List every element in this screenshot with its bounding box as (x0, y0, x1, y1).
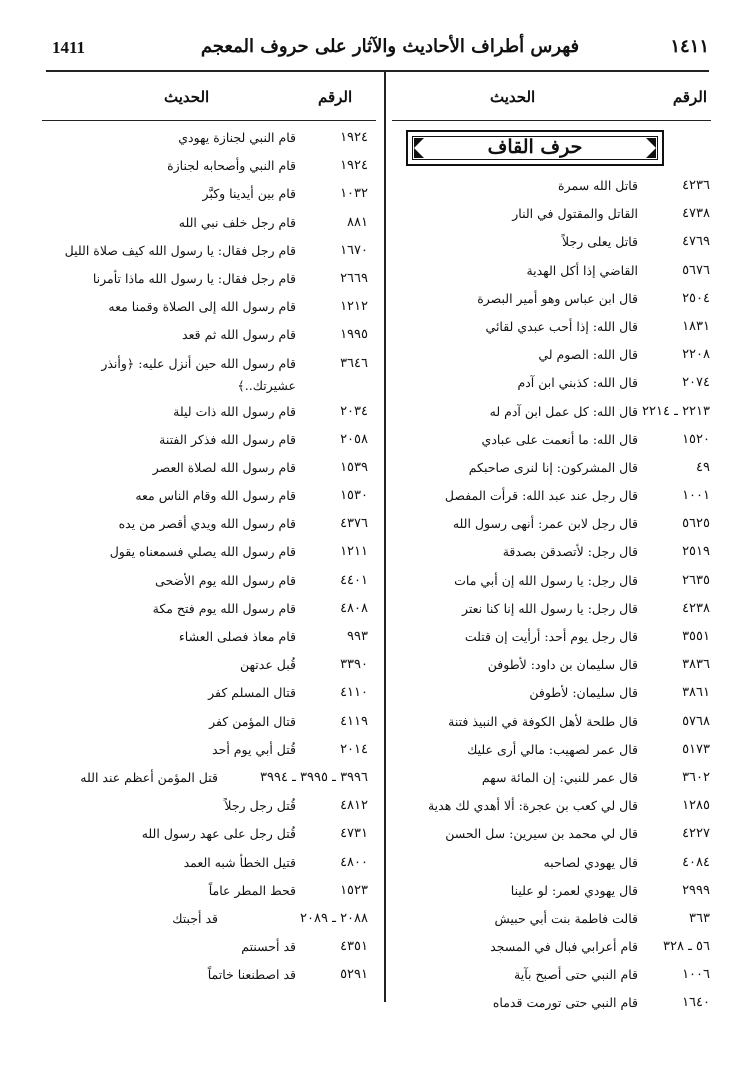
index-entry (394, 510, 710, 538)
hadith-number: ٤٧٣٨ (682, 206, 710, 222)
hadith-number: ٤١١٩ (340, 713, 368, 729)
hadith-text: قد اصطنعنا خاتماً (207, 967, 296, 983)
hadith-number: ٥١٧٣ (682, 741, 710, 757)
hadith-number: ٢٦٦٩ (340, 270, 368, 286)
index-entry (42, 961, 368, 989)
hadith-number: ٢٠٨٨ ـ ٢٠٨٩ (300, 910, 368, 926)
index-entry (42, 764, 368, 792)
hadith-number: ١٢٨٥ (682, 798, 710, 814)
hadith-number: ٣٦٣ (689, 910, 710, 926)
index-entry (394, 905, 710, 933)
left-number-heading: الرقم (318, 88, 353, 106)
hadith-text: قال عمر للنبي: إن المائة سهم (481, 769, 638, 785)
index-entry (394, 482, 710, 510)
index-entry (394, 200, 710, 228)
hadith-text: قام النبي لجنازة يهودي (178, 130, 296, 145)
hadith-number: ٤٣٥١ (340, 939, 368, 955)
hadith-text: قال رجل: يا رسول الله إنا كنا نعتر (461, 600, 638, 616)
hadith-text: قال المشركون: إنا لنرى صاحبكم (468, 459, 638, 475)
index-entry (394, 933, 710, 961)
hadith-text: قُتل رجل رجلاً (224, 798, 296, 814)
index-entry (394, 595, 710, 623)
hadith-text: قُبل عدتهن (240, 657, 296, 673)
hadith-number: ٢٢٠٨ (682, 347, 710, 363)
hadith-text: قام رسول الله وقام الناس معه (135, 488, 296, 504)
hadith-text: قام رسول الله حين أنزل عليه: ﴿وأنذر عشيرتك..﴾ (101, 355, 296, 393)
index-entry (42, 293, 368, 321)
section-title: حرف القاف (487, 136, 583, 158)
right-column-list (394, 172, 710, 1018)
hadith-number: ١٦٧٠ (340, 242, 368, 258)
index-entry (42, 595, 368, 623)
hadith-text: قام رسول الله ويدي أقصر من يده (118, 516, 296, 532)
hadith-number: ٥٧٦٨ (682, 713, 710, 729)
index-entry (394, 426, 710, 454)
index-entry (394, 538, 710, 566)
hadith-number: ٥٢٩١ (340, 967, 368, 983)
hadith-number: ١٠٠٦ (682, 967, 710, 983)
hadith-text: قال الله: كذبني ابن آدم (517, 375, 638, 391)
page-header-title: فهرس أطراف الأحاديث والآثار على حروف المعجم (200, 36, 580, 57)
hadith-number: ٢٥٠٤ (682, 290, 710, 306)
hadith-number: ١٥٣٩ (340, 459, 368, 475)
index-entry (394, 651, 710, 679)
column-divider (384, 72, 386, 1002)
right-heading-rule (392, 120, 711, 121)
index-entry (394, 228, 710, 256)
hadith-text: قال لي محمد بن سيرين: سل الحسن (445, 826, 638, 842)
hadith-text: قام رسول الله يصلي فسمعناه يقول (109, 544, 296, 560)
hadith-text: قام بين أيدينا وكبَّر (202, 186, 296, 202)
hadith-text: قال رجل لابن عمر: أنهى رسول الله (452, 516, 638, 532)
hadith-text: قالت فاطمة بنت أبي حبيش (494, 910, 638, 926)
hadith-text: قُتل أبي يوم أحد (212, 741, 296, 757)
hadith-number: ١٩٩٥ (340, 327, 368, 343)
hadith-text: القاتل والمقتول في النار (512, 206, 638, 222)
hadith-number: ١٠٣٢ (340, 186, 368, 202)
hadith-text: قام رسول الله ذات ليلة (173, 403, 296, 419)
hadith-number: ٣٩٩٦ ـ ٣٩٩٥ ـ ٣٩٩٤ (260, 769, 368, 785)
left-column-list (42, 124, 368, 989)
index-entry (42, 180, 368, 208)
index-entry (394, 341, 710, 369)
index-entry (42, 849, 368, 877)
index-entry (42, 679, 368, 707)
index-entry (42, 482, 368, 510)
index-entry (42, 209, 368, 237)
hadith-number: ٢٠٣٤ (340, 403, 368, 419)
hadith-number: ٣٣٩٠ (340, 657, 368, 673)
section-title-box (406, 130, 664, 166)
index-entry (42, 398, 368, 426)
hadith-number: ٥٦ ـ ٣٢٨ (663, 939, 710, 955)
index-entry (42, 510, 368, 538)
index-entry (394, 172, 710, 200)
hadith-number: ٣٦٠٢ (682, 769, 710, 785)
hadith-text: قاتل يعلى رجلاً (562, 234, 638, 250)
hadith-number: ١٥٣٠ (340, 488, 368, 504)
hadith-text: القاضي إذا أكل الهدية (526, 262, 638, 278)
hadith-number: ٤٩ (696, 459, 710, 475)
hadith-number: ١٩٢٤ (340, 158, 368, 174)
index-entry (42, 265, 368, 293)
index-entry (394, 398, 710, 426)
index-entry (42, 820, 368, 848)
hadith-number: ٤٠٨٤ (682, 854, 710, 870)
hadith-number: ٣٦٤٦ (340, 355, 368, 371)
hadith-number: ٤٣٧٦ (340, 516, 368, 532)
right-number-heading: الرقم (672, 88, 707, 106)
hadith-text: قال ابن عباس وهو أمير البصرة (477, 290, 638, 306)
hadith-number: ٤٨٠٠ (340, 854, 368, 870)
hadith-text: قال طلحة لأهل الكوفة في النبيذ فتنة (448, 713, 638, 729)
hadith-number: ١٨٣١ (682, 318, 710, 334)
hadith-text: قال لي كعب بن عجرة: ألا أهدي لك هدية (427, 798, 638, 814)
hadith-number: ٨٨١ (347, 214, 368, 230)
index-entry (394, 567, 710, 595)
index-entry (42, 877, 368, 905)
hadith-text: قال يهودي لصاحبه (543, 854, 638, 870)
index-entry (42, 426, 368, 454)
hadith-number: ٩٩٣ (347, 629, 368, 644)
hadith-text: قال رجل يوم أحد: أرأيت إن قتلت (464, 629, 638, 644)
index-entry (42, 708, 368, 736)
index-entry (394, 961, 710, 989)
hadith-text: قال سليمان بن داود: لأطوفن (487, 657, 638, 673)
hadith-number: ١٥٢٠ (682, 431, 710, 447)
header-rule (46, 70, 709, 72)
hadith-text: قام رسول الله ثم قعد (182, 327, 296, 343)
page-number-latin: 1411 (52, 38, 86, 57)
hadith-number: ١٢١٢ (340, 299, 368, 315)
index-entry (394, 257, 710, 285)
hadith-text: قال سليمان: لأطوفن (529, 685, 638, 701)
hadith-text: قال الله: ما أنعمت على عبادي (481, 431, 638, 447)
hadith-number: ٥٦٢٥ (682, 516, 710, 532)
hadith-number: ٢٩٩٩ (682, 882, 710, 898)
hadith-number: ٢٥١٩ (682, 544, 710, 560)
hadith-number: ٣٥٥١ (682, 629, 710, 644)
hadith-number: ٤٧٦٩ (682, 234, 710, 250)
hadith-number: ١٦٤٠ (682, 995, 710, 1011)
index-entry (42, 905, 368, 933)
hadith-number: ٣٨٣٦ (682, 657, 710, 673)
hadith-text: قال عمر لصهيب: مالي أرى عليك (467, 741, 638, 757)
index-entry (394, 764, 710, 792)
hadith-text: قاتل الله سمرة (558, 178, 638, 193)
index-entry (42, 792, 368, 820)
hadith-number: ٤٨٠٨ (340, 600, 368, 616)
index-entry (42, 454, 368, 482)
hadith-text: قام رجل فقال: يا رسول الله كيف صلاة الليل (64, 242, 296, 258)
hadith-number: ٣٨٦١ (682, 685, 710, 701)
hadith-number: ٤٢٢٧ (682, 826, 710, 842)
hadith-text: قام معاذ فصلى العشاء (178, 629, 296, 644)
hadith-text: قال رجل عند عبد الله: قرأت المفصل (444, 488, 638, 504)
hadith-number: ١٢١١ (340, 544, 368, 560)
hadith-number: ٢٠١٤ (340, 741, 368, 757)
index-entry (42, 651, 368, 679)
hadith-number: ٢٠٧٤ (682, 375, 710, 391)
hadith-text: قال الله: الصوم لي (538, 347, 638, 363)
hadith-text: قال الله: إذا أحب عبدي لقائي (485, 318, 638, 334)
hadith-number: ٤٢٣٦ (682, 178, 710, 193)
hadith-number: ١٠٠١ (682, 488, 710, 504)
hadith-text: قد أحسنتم (241, 939, 296, 955)
index-entry (394, 679, 710, 707)
index-entry (394, 313, 710, 341)
index-entry (394, 708, 710, 736)
hadith-text: قتيل الخطأ شبه العمد (183, 854, 296, 870)
index-entry (394, 820, 710, 848)
hadith-text: قام أعرابي فبال في المسجد (490, 939, 638, 955)
hadith-text: قام رسول الله فذكر الفتنة (159, 431, 296, 447)
index-entry (42, 623, 368, 651)
index-entry (42, 350, 368, 398)
hadith-number: ٥٦٧٦ (682, 262, 710, 278)
page-number-arabic: ١٤١١ (670, 36, 709, 57)
hadith-number: ٤١١٠ (340, 685, 368, 701)
hadith-text: قتال المؤمن كفر (209, 713, 296, 729)
hadith-text: قال رجل: يا رسول الله إن أبي مات (454, 572, 638, 588)
hadith-text: قال يهودي لعمر: لو علينا (510, 882, 638, 898)
hadith-number: ٤٤٠١ (340, 572, 368, 588)
hadith-text: قام رجل خلف نبي الله (178, 214, 296, 230)
hadith-text: قُتل رجل على عهد رسول الله (141, 826, 296, 842)
index-entry (42, 237, 368, 265)
hadith-number: ١٥٢٣ (340, 882, 368, 898)
hadith-number: ١٩٢٤ (340, 130, 368, 145)
hadith-text: قام رسول الله يوم الأضحى (155, 572, 296, 588)
hadith-text: قام النبي حتى أصبح بآية (514, 967, 638, 983)
index-entry (42, 933, 368, 961)
hadith-number: ٤٨١٢ (340, 798, 368, 814)
hadith-number: ٢٠٥٨ (340, 431, 368, 447)
index-entry (42, 567, 368, 595)
hadith-number: ٢٦٣٥ (682, 572, 710, 588)
hadith-text: قتال المسلم كفر (208, 685, 296, 701)
hadith-text: قام رسول الله يوم فتح مكة (152, 600, 296, 616)
index-entry (394, 989, 710, 1017)
hadith-text: قام رسول الله إلى الصلاة وقمنا معه (108, 299, 296, 315)
hadith-number: ٤٧٣١ (340, 826, 368, 842)
index-entry (42, 152, 368, 180)
hadith-text: قام النبي حتى تورمت قدماه (492, 995, 638, 1011)
hadith-text: قتل المؤمن أعظم عند الله (80, 769, 218, 785)
hadith-text: قال الله: كل عمل ابن آدم له (489, 403, 638, 419)
left-hadith-heading: الحديث (164, 88, 210, 106)
index-entry (394, 285, 710, 313)
hadith-number: ٢٢١٣ ـ ٢٢١٤ (642, 403, 710, 419)
hadith-text: قام رسول الله لصلاة العصر (152, 459, 296, 475)
hadith-text: قد أجبتك (172, 910, 218, 926)
right-hadith-heading: الحديث (490, 88, 536, 106)
index-entry (394, 849, 710, 877)
index-entry (42, 538, 368, 566)
index-entry (42, 124, 368, 152)
index-entry (42, 321, 368, 349)
hadith-number: ٤٢٣٨ (682, 600, 710, 616)
index-entry (394, 736, 710, 764)
index-entry (42, 736, 368, 764)
hadith-text: قحط المطر عاماً (208, 882, 296, 898)
hadith-text: قام النبي وأصحابه لجنازة (167, 158, 296, 174)
index-entry (394, 792, 710, 820)
index-entry (394, 877, 710, 905)
index-entry (394, 623, 710, 651)
index-entry (394, 454, 710, 482)
left-heading-rule (42, 120, 376, 121)
hadith-text: قام رجل فقال: يا رسول الله ماذا تأمرنا (92, 270, 296, 286)
index-entry (394, 369, 710, 397)
hadith-text: قال رجل: لأتصدقن بصدقة (502, 544, 638, 560)
